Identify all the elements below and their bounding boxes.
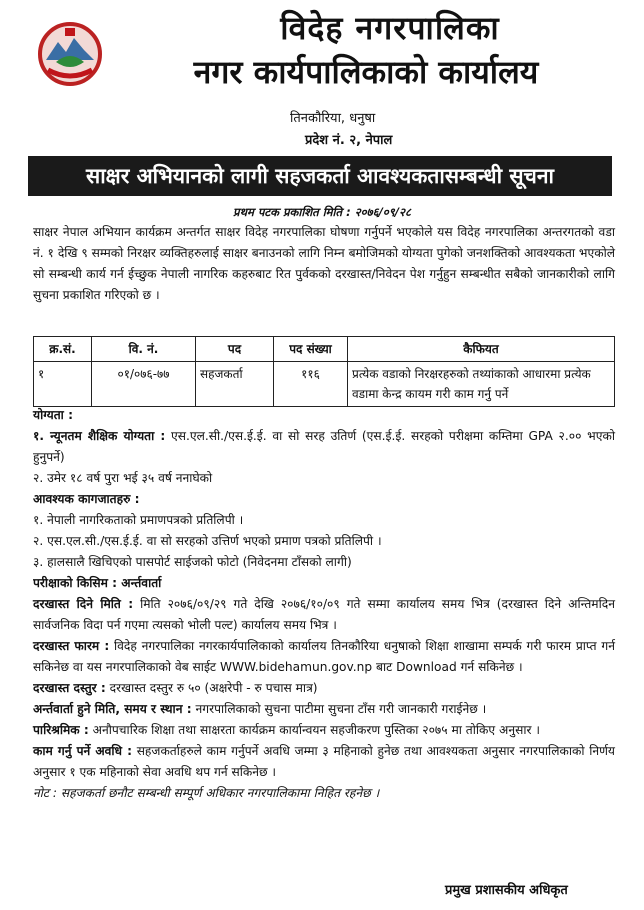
- table-row: [34, 362, 615, 407]
- published-date: प्रथम पटक प्रकाशित मिति : २०७६/०९/२८: [233, 205, 411, 219]
- qualification-item-label: १. न्यूनतम शैक्षिक योग्यता :: [33, 429, 166, 443]
- table-header-row: [34, 337, 615, 362]
- qualification-heading: योग्यता :: [33, 408, 73, 422]
- exam-type-label: परीक्षाको किसिम :: [33, 576, 118, 590]
- application-date: [33, 594, 615, 636]
- address-line: तिनकौरिया, धनुषा: [290, 111, 376, 126]
- work-period-info: [33, 741, 615, 783]
- application-form: [33, 636, 615, 678]
- notice-banner: साक्षर अभियानको लागी सहजकर्ता आवश्यकतासम्बन्धी सूचना: [28, 156, 612, 196]
- table-cell: प्रत्येक वडाको निरक्षरहरुको तथ्यांकाको आधारमा प्रत्येक वडामा केन्द्र कायम गरी काम गर्नु पर्ने: [348, 362, 615, 407]
- table-cell: १: [34, 362, 92, 407]
- application-form-label: दरखास्त फारम :: [33, 639, 110, 653]
- documents-heading: आवश्यक कागजातहरु :: [33, 492, 140, 506]
- table-header: वि. नं.: [92, 337, 196, 362]
- province-line: प्रदेश नं. २, नेपाल: [305, 133, 393, 148]
- work-period-text: सहजकर्ताहरुले काम गर्नुपर्ने अवधि जम्मा ३ महिनाको हुनेछ तथा आवश्यकता अनुसार नगरपालिकाको निर्णय अनुसार १ एक महिनाको सेवा अवधि थप गर्न सकिनेछ ।: [33, 744, 615, 779]
- application-date-label: दरखास्त दिने मिति :: [33, 597, 134, 611]
- table-cell: सहजकर्ता: [196, 362, 274, 407]
- office-title: नगर कार्यपालिकाको कार्यालय: [193, 53, 539, 91]
- application-form-text: विदेह नगरपालिका नगरकार्यपालिकाको कार्यालय तिनकौरिया धनुषाको शिक्षा शाखामा सम्पर्क गरी फारम प्राप्त गर्न सकिनेछ वा यस नगरपालिकाको वेब साईट WWW.bidehamun.gov.np बाट Download गर्न सकिनेछ ।: [33, 639, 615, 674]
- qualification-item: [33, 426, 615, 468]
- application-fee-text: दरखास्त दस्तुर रु ५० (अक्षरेपी - रु पचास मात्र): [105, 681, 318, 695]
- table-header: क्र.सं.: [34, 337, 92, 362]
- application-fee-label: दरखास्त दस्तुर :: [33, 681, 106, 695]
- note-text: नोट : सहजकर्ता छनौट सम्बन्धी सम्पूर्ण अधिकार नगरपालिकामा निहित रहनेछ ।: [33, 786, 380, 800]
- municipality-title: विदेह नगरपालिका: [280, 9, 500, 47]
- work-period-label: काम गर्नु पर्ने अवधि :: [33, 744, 132, 758]
- exam-type: [33, 573, 615, 594]
- table-cell: ११६: [274, 362, 348, 407]
- qualification-item-text: एस.एल.सी./एस.ई.ई. वा सो सरह उतिर्ण (एस.ई.ई. सरहको परीक्षमा कम्तिमा GPA २.०० भएको हुनुपर्ने): [33, 429, 615, 464]
- application-fee: [33, 678, 615, 699]
- qualification-item: २. उमेर १८ वर्ष पुरा भई ३५ वर्ष ननाघेको: [33, 471, 213, 485]
- remuneration-label: पारिश्रमिक :: [33, 723, 89, 737]
- document-item: १. नेपाली नागरिकताको प्रमाणपत्रको प्रतिलिपी ।: [33, 513, 244, 527]
- signature-title: प्रमुख प्रशासकीय अधिकृत: [445, 883, 568, 898]
- table-cell: ०१/०७६-७७: [92, 362, 196, 407]
- table-header: पद: [196, 337, 274, 362]
- intro-paragraph: साक्षर नेपाल अभियान कार्यक्रम अन्तर्गत साक्षर विदेह नगरपालिका घोषणा गर्नुपर्ने भएकोले यस विदेह नगरपालिका अन्तरगतको वडा नं. १ देखि ९ सम्मको निरक्षर व्यक्तिहरुलाई साक्षर बनाउनको लागि निम्न बमोजिमको योग्यता पुगेको जनशक्तिको आवश्यकता भएकोले सो सम्बन्धी कार्य गर्न ईच्छुक नेपाली नागरिक कहरुबाट रित पुर्वकको दरखास्त/निवेदन पेश गर्नुहुन सम्बन्धीत सबैको जानकारीको लागि सुचना प्रकाशित गरिएको छ ।: [33, 225, 615, 302]
- interview-info: [33, 699, 615, 720]
- vacancy-table: [33, 336, 615, 407]
- table-header: कैफियत: [348, 337, 615, 362]
- qualification-section: [33, 405, 615, 804]
- interview-label: अर्न्तवार्ता हुने मिति, समय र स्थान :: [33, 702, 192, 716]
- remuneration-text: अनौपचारिक शिक्षा तथा साक्षरता कार्यक्रम कार्यान्वयन सहजीकरण पुस्तिका २०७५ मा तोकिए अनुसार ।: [88, 723, 540, 737]
- table-header: पद संख्या: [274, 337, 348, 362]
- interview-text: नगरपालिकाको सुचना पाटीमा सुचना टाँस गरी जानकारी गराईनेछ ।: [191, 702, 487, 716]
- remuneration-info: [33, 720, 615, 741]
- application-date-text: मिति २०७६/०९/२९ गते देखि २०७६/१०/०९ गते सम्मा कार्यालय समय भित्र (दरखास्त दिने अन्तिमदिन सार्वजनिक विदा पर्न गएमा त्यसको भोली पल्ट) कार्यालय समय भित्र ।: [33, 597, 615, 632]
- exam-type-value: अर्न्तवार्ता: [117, 576, 162, 590]
- document-item: २. एस.एल.सी./एस.ई.ई. वा सो सरहको उत्तिर्ण भएको प्रमाण पत्रको प्रतिलिपी ।: [33, 534, 382, 548]
- document-item: ३. हालसालै खिचिएको पासपोर्ट साईजको फोटो (निवेदनमा टाँसको लागी): [33, 555, 352, 569]
